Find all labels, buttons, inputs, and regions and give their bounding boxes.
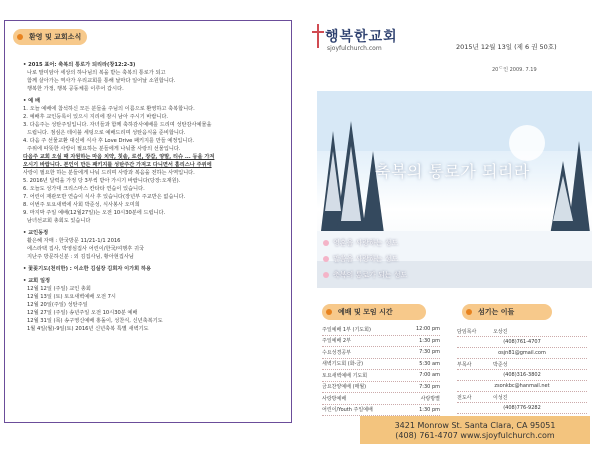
staff-role: 전도사 <box>457 394 472 401</box>
news-line: 12월 31일 (목) 송구영신예배 홍돌이, 성찬식, 신년축복기도 <box>27 318 163 324</box>
news-line: • 꽃꽂기도(천리한) : 이소한 김실장 김희자 이가희 하용 <box>23 266 152 272</box>
staff-row <box>457 381 587 392</box>
service-time: 7:00 am <box>419 372 440 379</box>
news-line: 9. 마지막 주일 예배(12월27일)는 오전 10시30분에 드립니다. <box>23 210 166 216</box>
staff-role: 담임목사 <box>457 328 477 335</box>
news-header-title: 환영 및 교회소식 <box>29 33 82 41</box>
staff-info: osjn81@gmail.com <box>498 350 546 356</box>
news-line: 12월 20일(주일) 성탄주일 <box>27 302 88 308</box>
service-time: 5:30 am <box>419 360 440 367</box>
staff-row <box>457 370 587 381</box>
staff-role: 부목사 <box>457 361 472 368</box>
schedule-header <box>322 304 426 320</box>
vision-bullet: 영혼을 사랑하는 성도 <box>323 238 398 248</box>
news-line: 8. 이번주 토요새벽에 사회 박준성, 식사봉사 오미희 <box>23 202 140 208</box>
service-time: 7:30 pm <box>419 383 440 390</box>
news-line: • 교회 일정 <box>23 278 50 284</box>
vision-bullet: 축복의 통로가 되는 성도 <box>323 270 407 280</box>
schedule-row <box>322 347 440 359</box>
news-line: 12월 27일 (주일) 송년주일 오전 10시30분 예배 <box>27 310 138 316</box>
news-line: 주위에 따뜻한 사랑이 필요하는 분들에게 나눠줄 사랑의 선물입니다. <box>27 146 181 152</box>
vision-bullet: 말씀을 사랑하는 성도 <box>323 254 398 264</box>
news-line: 행복한 가정, 행복 공동체를 이루어 갑시다. <box>27 86 124 92</box>
staff-info: 박준성 <box>493 361 508 368</box>
service-name: 주일예배 1부 (기도회) <box>322 326 371 333</box>
service-name: 사랑방예배 <box>322 395 347 402</box>
staff-row <box>457 337 587 348</box>
staff-info: zsonkbc@hanmail.net <box>494 383 550 389</box>
staff-row <box>457 359 587 370</box>
bulletin-date: 2015년 12월 13일 (제 6 권 50호) <box>456 43 557 51</box>
service-name: 주일예배 2부 <box>322 338 351 345</box>
service-time: 12:00 pm <box>415 326 440 333</box>
staff-row <box>457 392 587 403</box>
service-time: 사랑방별 <box>420 395 440 402</box>
schedule-row <box>322 336 440 348</box>
staff-info: (408)776-9282 <box>503 405 541 411</box>
news-line: 남녀선교회 총회도 있습니다 <box>27 218 91 224</box>
service-name: 토요새벽예배 기도회 <box>322 372 368 379</box>
schedule-table <box>322 324 440 416</box>
church-name: 행복한교회 <box>325 29 398 45</box>
photo-title: 축복의 통로가 되리라 <box>375 162 530 181</box>
news-line: 함께 살아가는 역사가 우리교회를 통해 날마다 일어날 소원합니다. <box>27 78 176 84</box>
staff-list <box>457 326 587 425</box>
schedule-row <box>322 393 440 405</box>
news-line: 지난주 방문하신분 : 외 김집사님, 황아현집사님 <box>27 254 134 260</box>
address-line: 3421 Monrow St. Santa Clara, CA 95051 <box>394 421 556 430</box>
service-name: 새벽기도회 (화-금) <box>322 361 364 368</box>
news-header <box>13 29 87 45</box>
news-line: 3. 다음주는 성탄주일입니다. 자녀들과 함께 축하감사예배를 드리며 성탄감사예물을 <box>23 122 212 128</box>
staff-row <box>457 326 587 337</box>
staff-title: 섬기는 이들 <box>478 308 515 316</box>
service-time: 1:30 pm <box>419 406 440 413</box>
service-name: 어린이/Youth 주일예배 <box>322 407 373 414</box>
contact-line: (408) 761-4707 www.sjoyfulchurch.com <box>395 431 555 440</box>
news-line: 활은혜 자매 : 한국방문 11/21-1/1 2016 <box>27 238 121 244</box>
bulletin-subline: 20ᄃ인 2009. 7.19 <box>492 67 537 73</box>
schedule-row <box>322 359 440 371</box>
staff-info: 오상진 <box>493 328 508 335</box>
church-url: sjoyfulchurch.com <box>327 45 382 52</box>
address-footer <box>360 416 590 444</box>
service-time: 7:30 pm <box>419 349 440 356</box>
staff-info: 이성진 <box>493 394 508 401</box>
staff-info: (408)316-3802 <box>503 372 541 378</box>
news-line: 드립니다. 점심은 테이블 세팅으로 예배드리며 성탄음식을 준비합니다. <box>27 130 186 136</box>
winter-photo <box>317 91 592 288</box>
news-line: 7. 어린이 재관모반 연습이 식사 후 있습니다(장년부 주교반은 없습니다. <box>23 194 186 200</box>
bullet-icon <box>326 309 332 315</box>
news-line: 12월 12일 (주일) 교인 총회 <box>27 286 91 292</box>
schedule-row <box>322 405 440 417</box>
news-line: • 교인동정 <box>23 230 49 236</box>
news-line: 12월 13일 (토) 토요새벽예배 오전 7시 <box>27 294 116 300</box>
news-line: • 예 배 <box>23 98 40 104</box>
schedule-row <box>322 324 440 336</box>
cross-icon <box>312 24 324 48</box>
schedule-title: 예배 및 모임 시간 <box>338 308 393 316</box>
bullet-icon <box>466 309 472 315</box>
news-line: 다음주 교회 오실 때 자원하는 마음 치약, 칫솔, 로션, 장갑, 양말, 티슈 ... 등을 가져 <box>23 154 215 160</box>
news-body <box>23 61 285 333</box>
service-name: 수요성경공부 <box>322 349 351 356</box>
schedule-row <box>322 370 440 382</box>
service-time: 1:30 pm <box>419 337 440 344</box>
schedule-row <box>322 382 440 394</box>
news-line: 2. 예배후 교인등록이 있으시 지리에 잠시 남아 주시기 바랍니다. <box>23 114 169 120</box>
staff-header <box>462 304 552 320</box>
staff-row <box>457 403 587 414</box>
service-name: 금요찬양예배 (매월) <box>322 384 367 391</box>
news-line: 6. 오늘도 성가대 크리스마스 칸타타 연습이 있습니다. <box>23 186 145 192</box>
news-line: 1. 오늘 예배에 참석하신 모든 분들을 주님의 이름으로 환영하고 축복합니다. <box>23 106 195 112</box>
news-line: 에스라택 집사, 박영심집사 어린이/한국/여행후 귀국 <box>27 246 144 252</box>
news-line: 오시기 바랍니다. 본인이 만든 패키지를 성탄주간 가져고 다니면서 홈리스나 주위에 <box>23 162 212 168</box>
staff-info: (408)761-4707 <box>503 339 541 345</box>
news-line: 4. 다음 주 선물교환 대신에 식사 후 Love Drive 패키지를 만들 예정입니다. <box>23 138 195 144</box>
news-line: 1월 4일(월)-9일(토) 2016년 신년축복 특별 새벽기도 <box>27 326 149 332</box>
news-line: 5. 2016년 달력을 가정 당 3부씩 받아 가시기 바랍니다(당장:오재원). <box>23 178 181 184</box>
news-line: 나로 말미암아 세상의 하나님의 복을 받는 축복의 통로가 되고 <box>27 70 166 76</box>
bullet-icon <box>17 34 23 40</box>
news-line: • 2015 표어: 축복의 통로가 되리라(창12:2-3) <box>23 62 136 68</box>
staff-row <box>457 348 587 359</box>
news-line: 사랑이 필요한 하는 분들에게 나눠 드리며 사랑과 복음을 전하는 사역입니다. <box>23 170 195 176</box>
news-panel <box>4 20 292 423</box>
